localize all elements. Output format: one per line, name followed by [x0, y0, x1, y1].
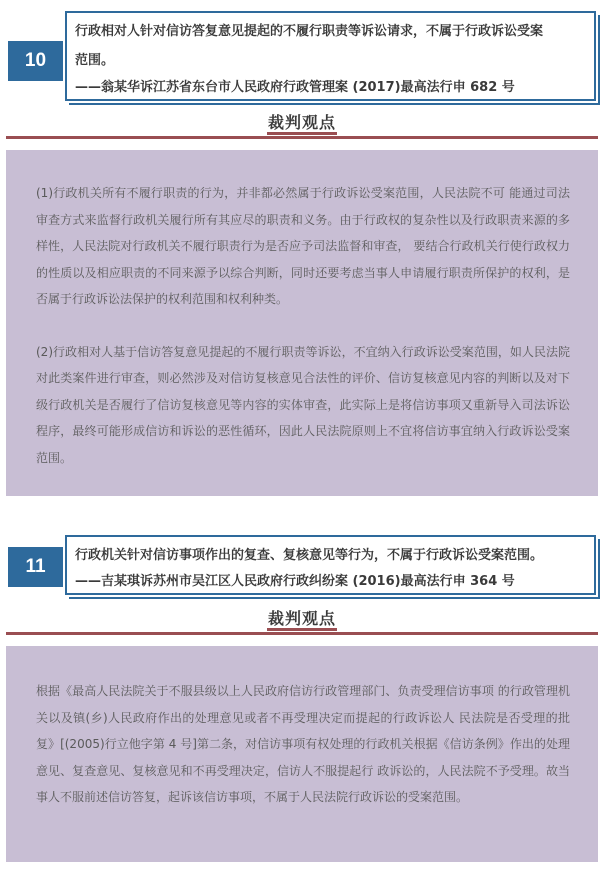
case-source-citation: ——翁某华诉江苏省东台市人民政府行政管理案 (2017)最高法行申 682 号 — [75, 80, 515, 95]
case-holding-line-1: 行政相对人针对信访答复意见提起的不履行职责等诉讼请求，不属于行政诉讼受案 — [75, 24, 544, 39]
section-heading-2 — [0, 608, 604, 640]
section-title-underline — [267, 132, 337, 135]
section-divider — [6, 632, 598, 635]
section-title: 裁判观点 — [267, 113, 336, 132]
case-number-badge: 10 — [8, 41, 63, 81]
case-10-header — [0, 6, 604, 106]
opinion-paragraph: 根据《最高人民法院关于不服县级以上人民政府信访行政管理部门、负责受理信访事项 的行政管理机关以及镇(乡)人民政府作出的处理意见或者不再受理决定而提起的行政诉讼人 民法院是否受理的批复》[(2005)行立他字第 4 号]第二条，对信访事项有权处理的行政机关根据《信访条例》作出的处理意见、复查意见、复核意见和不再受理决定，信访人不服提起行 政诉讼的，人民法院不予受理。故当事人不服前述信访答复，起诉该信访事项，不属于人民法院行政诉讼的受案范围。 — [36, 684, 570, 804]
section-title-underline — [267, 628, 337, 631]
case-holding-line-2: 范围。 — [75, 53, 115, 68]
case-11-header — [0, 533, 604, 605]
case-holding-box — [65, 11, 596, 101]
case-source-citation: ——吉某琪诉苏州市吴江区人民政府行政纠纷案 (2016)最高法行申 364 号 — [75, 574, 515, 589]
case-holding-box — [65, 535, 596, 595]
section-heading-1 — [0, 112, 604, 144]
section-title: 裁判观点 — [267, 609, 336, 628]
opinion-panel-2 — [6, 646, 598, 862]
opinion-paragraph: (1)行政机关所有不履行职责的行为，并非都必然属于行政诉讼受案范围，人民法院不可 能通过司法审查方式来监督行政机关履行所有其应尽的职责和义务。由于行政权的复杂性以及行政职责来源的多样性，人民法院对行政机关不履行职责行为是否应予司法监督和审查， 要结合行政机关行使行政权力的性质以及相应职责的不同来源予以综合判断，同时还要考虑当事人申请履行职责所保护的权利，是否属于行政诉讼法保护的权利范围和权利种类。 — [36, 186, 570, 306]
opinion-panel-1 — [6, 150, 598, 496]
case-holding-line-1: 行政机关针对信访事项作出的复查、复核意见等行为，不属于行政诉讼受案范围。 — [75, 548, 544, 563]
opinion-paragraph: (2)行政相对人基于信访答复意见提起的不履行职责等诉讼，不宜纳入行政诉讼受案范围，如人民法院对此类案件进行审查，则必然涉及对信访复核意见合法性的评价、信访复核意见内容的判断以及对下级行政机关是否履行了信访复核意见等内容的实体审查，此实际上是将信访事项又重新导入司法诉讼程序，最终可能形成信访和诉讼的恶性循环，因此人民法院原则上不宜将信访事宜纳入行政诉讼受案范围。 — [36, 344, 570, 465]
case-number-badge: 11 — [8, 547, 63, 587]
section-divider — [6, 136, 598, 139]
